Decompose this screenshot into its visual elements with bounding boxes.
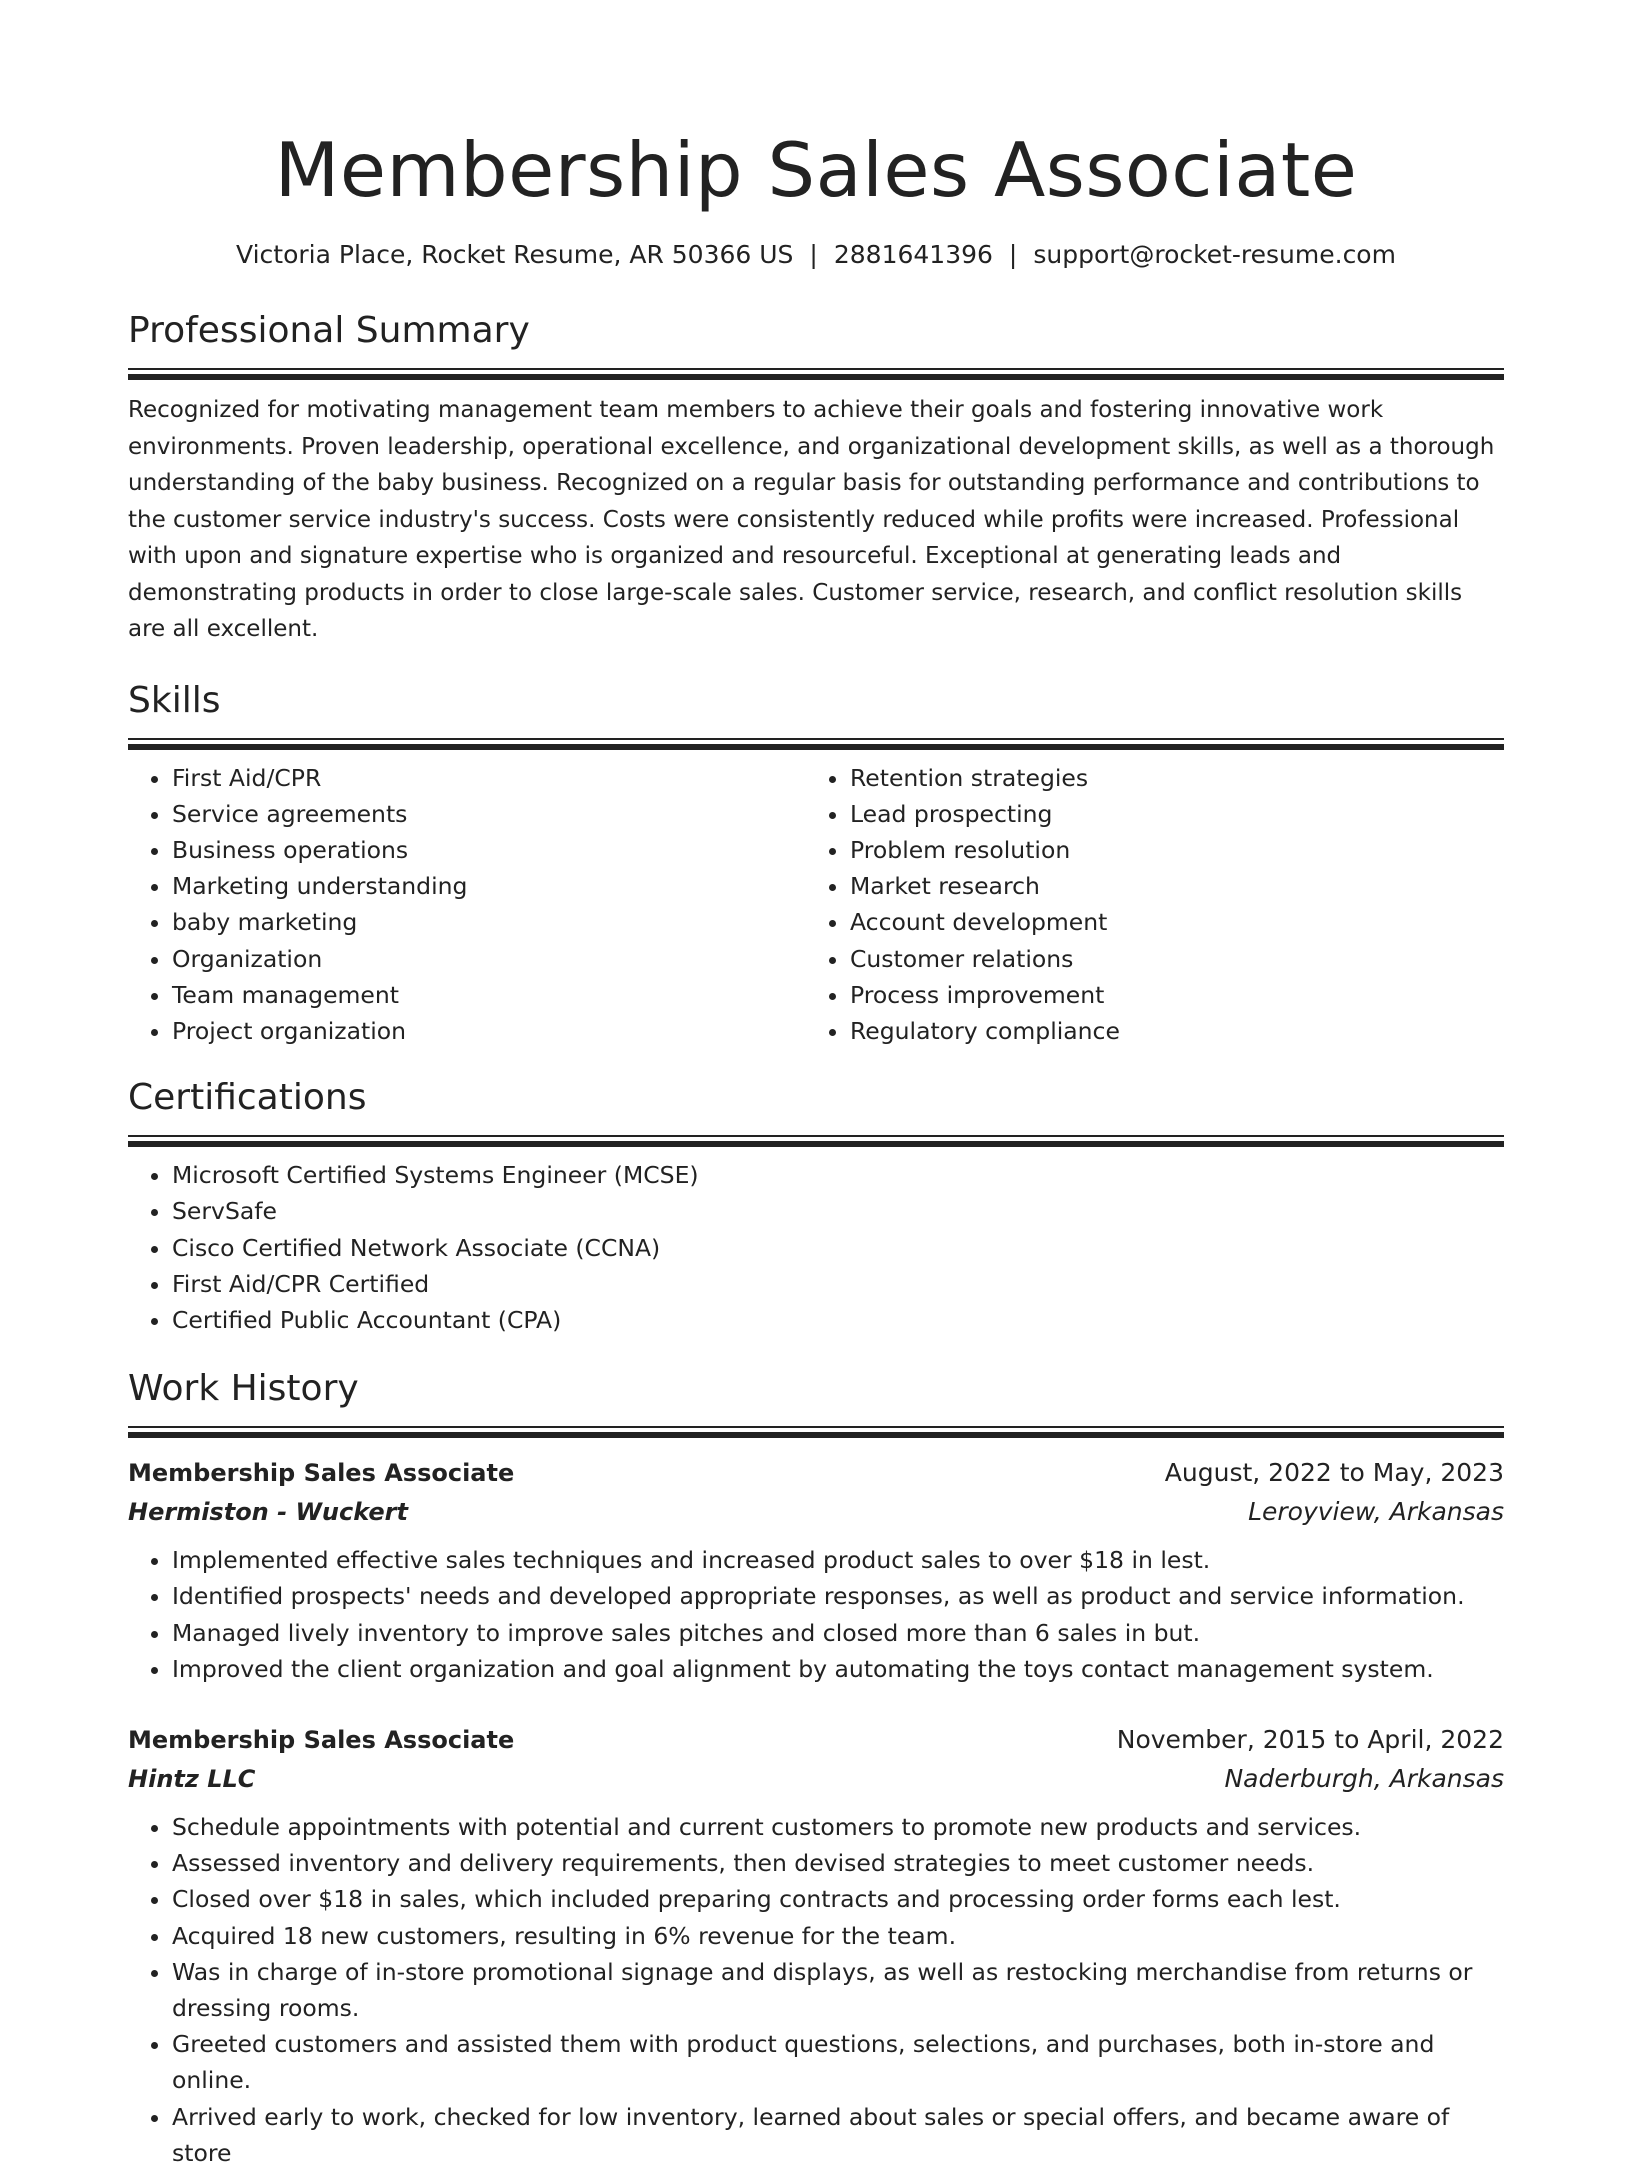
job-bullet: • Was in charge of in-store promotional signage and displays, as well as restocking merchandise from returns or dressing rooms.: [172, 1954, 1504, 2026]
summary-section: [128, 306, 1504, 648]
job-bullets: [128, 1542, 1504, 1687]
job-title: Membership Sales Associate: [128, 1725, 515, 1754]
resume-page: [128, 0, 1504, 2171]
skill-item: • Retention strategies: [850, 760, 1484, 796]
job-company: Hintz LLC: [128, 1764, 256, 1793]
skill-item: • Market research: [850, 868, 1484, 904]
job-location: Naderburgh, Arkansas: [1224, 1763, 1504, 1793]
skill-item: • baby marketing: [172, 904, 806, 940]
job-bullet: • Greeted customers and assisted them with product questions, selections, and purchases, both in-store and online.: [172, 2026, 1504, 2098]
section-divider: [128, 368, 1504, 380]
work-history-section: [128, 1364, 1504, 2171]
section-title-summary: Professional Summary: [128, 310, 530, 351]
job-bullet: • Improved the client organization and goal alignment by automating the toys contact management system.: [172, 1651, 1504, 1687]
job-bullet: • Acquired 18 new customers, resulting in 6% revenue for the team.: [172, 1918, 1504, 1954]
job-company: Hermiston - Wuckert: [128, 1498, 408, 1527]
summary-text: Recognized for motivating management team members to achieve their goals and fostering innovative work environments. Proven leadership, operational excellence, and organizational development skills, as well as a thorough understanding of the baby business. Recognized on a regular basis for outstanding performance and contributions to the customer service industry's success. Costs were consistently reduced while profits were increased. Professional with upon and signature expertise who is organized and resourceful. Exceptional at generating leads and demonstrating products in order to close large-scale sales. Customer service, research, and conflict resolution skills are all excellent.: [128, 397, 1495, 642]
job-header-row: [128, 1721, 1504, 1759]
skills-columns: [128, 750, 1504, 1050]
skill-item: • Lead prospecting: [850, 796, 1484, 832]
skill-item: • Project organization: [172, 1013, 806, 1049]
skill-item: • Team management: [172, 977, 806, 1013]
contact-phone: 2881641396: [833, 240, 993, 269]
skill-item: • Process improvement: [850, 977, 1484, 1013]
contact-address: Victoria Place, Rocket Resume, AR 50366 US: [236, 240, 794, 269]
skill-item: • Service agreements: [172, 796, 806, 832]
skills-list-right: [806, 760, 1484, 1050]
skill-item: • Customer relations: [850, 941, 1484, 977]
skills-list-left: [128, 760, 806, 1050]
skill-item: • Problem resolution: [850, 832, 1484, 868]
resume-name: Membership Sales Associate: [274, 126, 1358, 214]
skill-item: • Marketing understanding: [172, 868, 806, 904]
certification-item: • ServSafe: [172, 1193, 1504, 1229]
contact-line: [128, 238, 1504, 272]
job-title: Membership Sales Associate: [128, 1459, 515, 1488]
skill-item: • Organization: [172, 941, 806, 977]
job-bullet: • Implemented effective sales techniques and increased product sales to over $18 in lest.: [172, 1542, 1504, 1578]
job-dates: November, 2015 to April, 2022: [1116, 1724, 1504, 1754]
certification-item: • First Aid/CPR Certified: [172, 1266, 1504, 1302]
certification-item: • Cisco Certified Network Associate (CCNA): [172, 1230, 1504, 1266]
certifications-section: [128, 1073, 1504, 1338]
certification-item: • Microsoft Certified Systems Engineer (MCSE): [172, 1157, 1504, 1193]
certification-item: • Certified Public Accountant (CPA): [172, 1302, 1504, 1338]
job-bullet: • Managed lively inventory to improve sales pitches and closed more than 6 sales in but.: [172, 1615, 1504, 1651]
certifications-list: [128, 1157, 1504, 1338]
contact-separator: |: [1008, 240, 1018, 269]
job-location: Leroyview, Arkansas: [1248, 1497, 1504, 1527]
job-subheader-row: [128, 1492, 1504, 1532]
skill-item: • Account development: [850, 904, 1484, 940]
job-entry: [128, 1721, 1504, 2171]
job-bullet: • Assessed inventory and delivery requirements, then devised strategies to meet customer needs.: [172, 1845, 1504, 1881]
skill-item: • Regulatory compliance: [850, 1013, 1484, 1049]
skills-section: [128, 676, 1504, 1050]
section-divider: [128, 738, 1504, 750]
job-dates: August, 2022 to May, 2023: [1164, 1458, 1504, 1488]
job-bullet: • Schedule appointments with potential and current customers to promote new products and services.: [172, 1809, 1504, 1845]
job-bullet: • Closed over $18 in sales, which included preparing contracts and processing order forms each lest.: [172, 1881, 1504, 1917]
job-bullets: [128, 1809, 1504, 2171]
job-header-row: [128, 1454, 1504, 1492]
job-entry: [128, 1454, 1504, 1687]
section-title-work-history: Work History: [128, 1368, 359, 1410]
contact-separator: |: [809, 240, 818, 269]
contact-email: support@rocket-resume.com: [1033, 240, 1396, 269]
section-title-skills: Skills: [128, 679, 221, 721]
skill-item: • Business operations: [172, 832, 806, 868]
section-divider: [128, 1426, 1504, 1438]
job-bullet: • Identified prospects' needs and developed appropriate responses, as well as product and service information.: [172, 1578, 1504, 1614]
job-subheader-row: [128, 1759, 1504, 1799]
section-divider: [128, 1135, 1504, 1147]
job-bullet: • Arrived early to work, checked for low inventory, learned about sales or special offers, and became aware of store: [172, 2099, 1504, 2171]
skill-item: • First Aid/CPR: [172, 760, 806, 796]
section-title-certifications: Certifications: [128, 1077, 367, 1119]
